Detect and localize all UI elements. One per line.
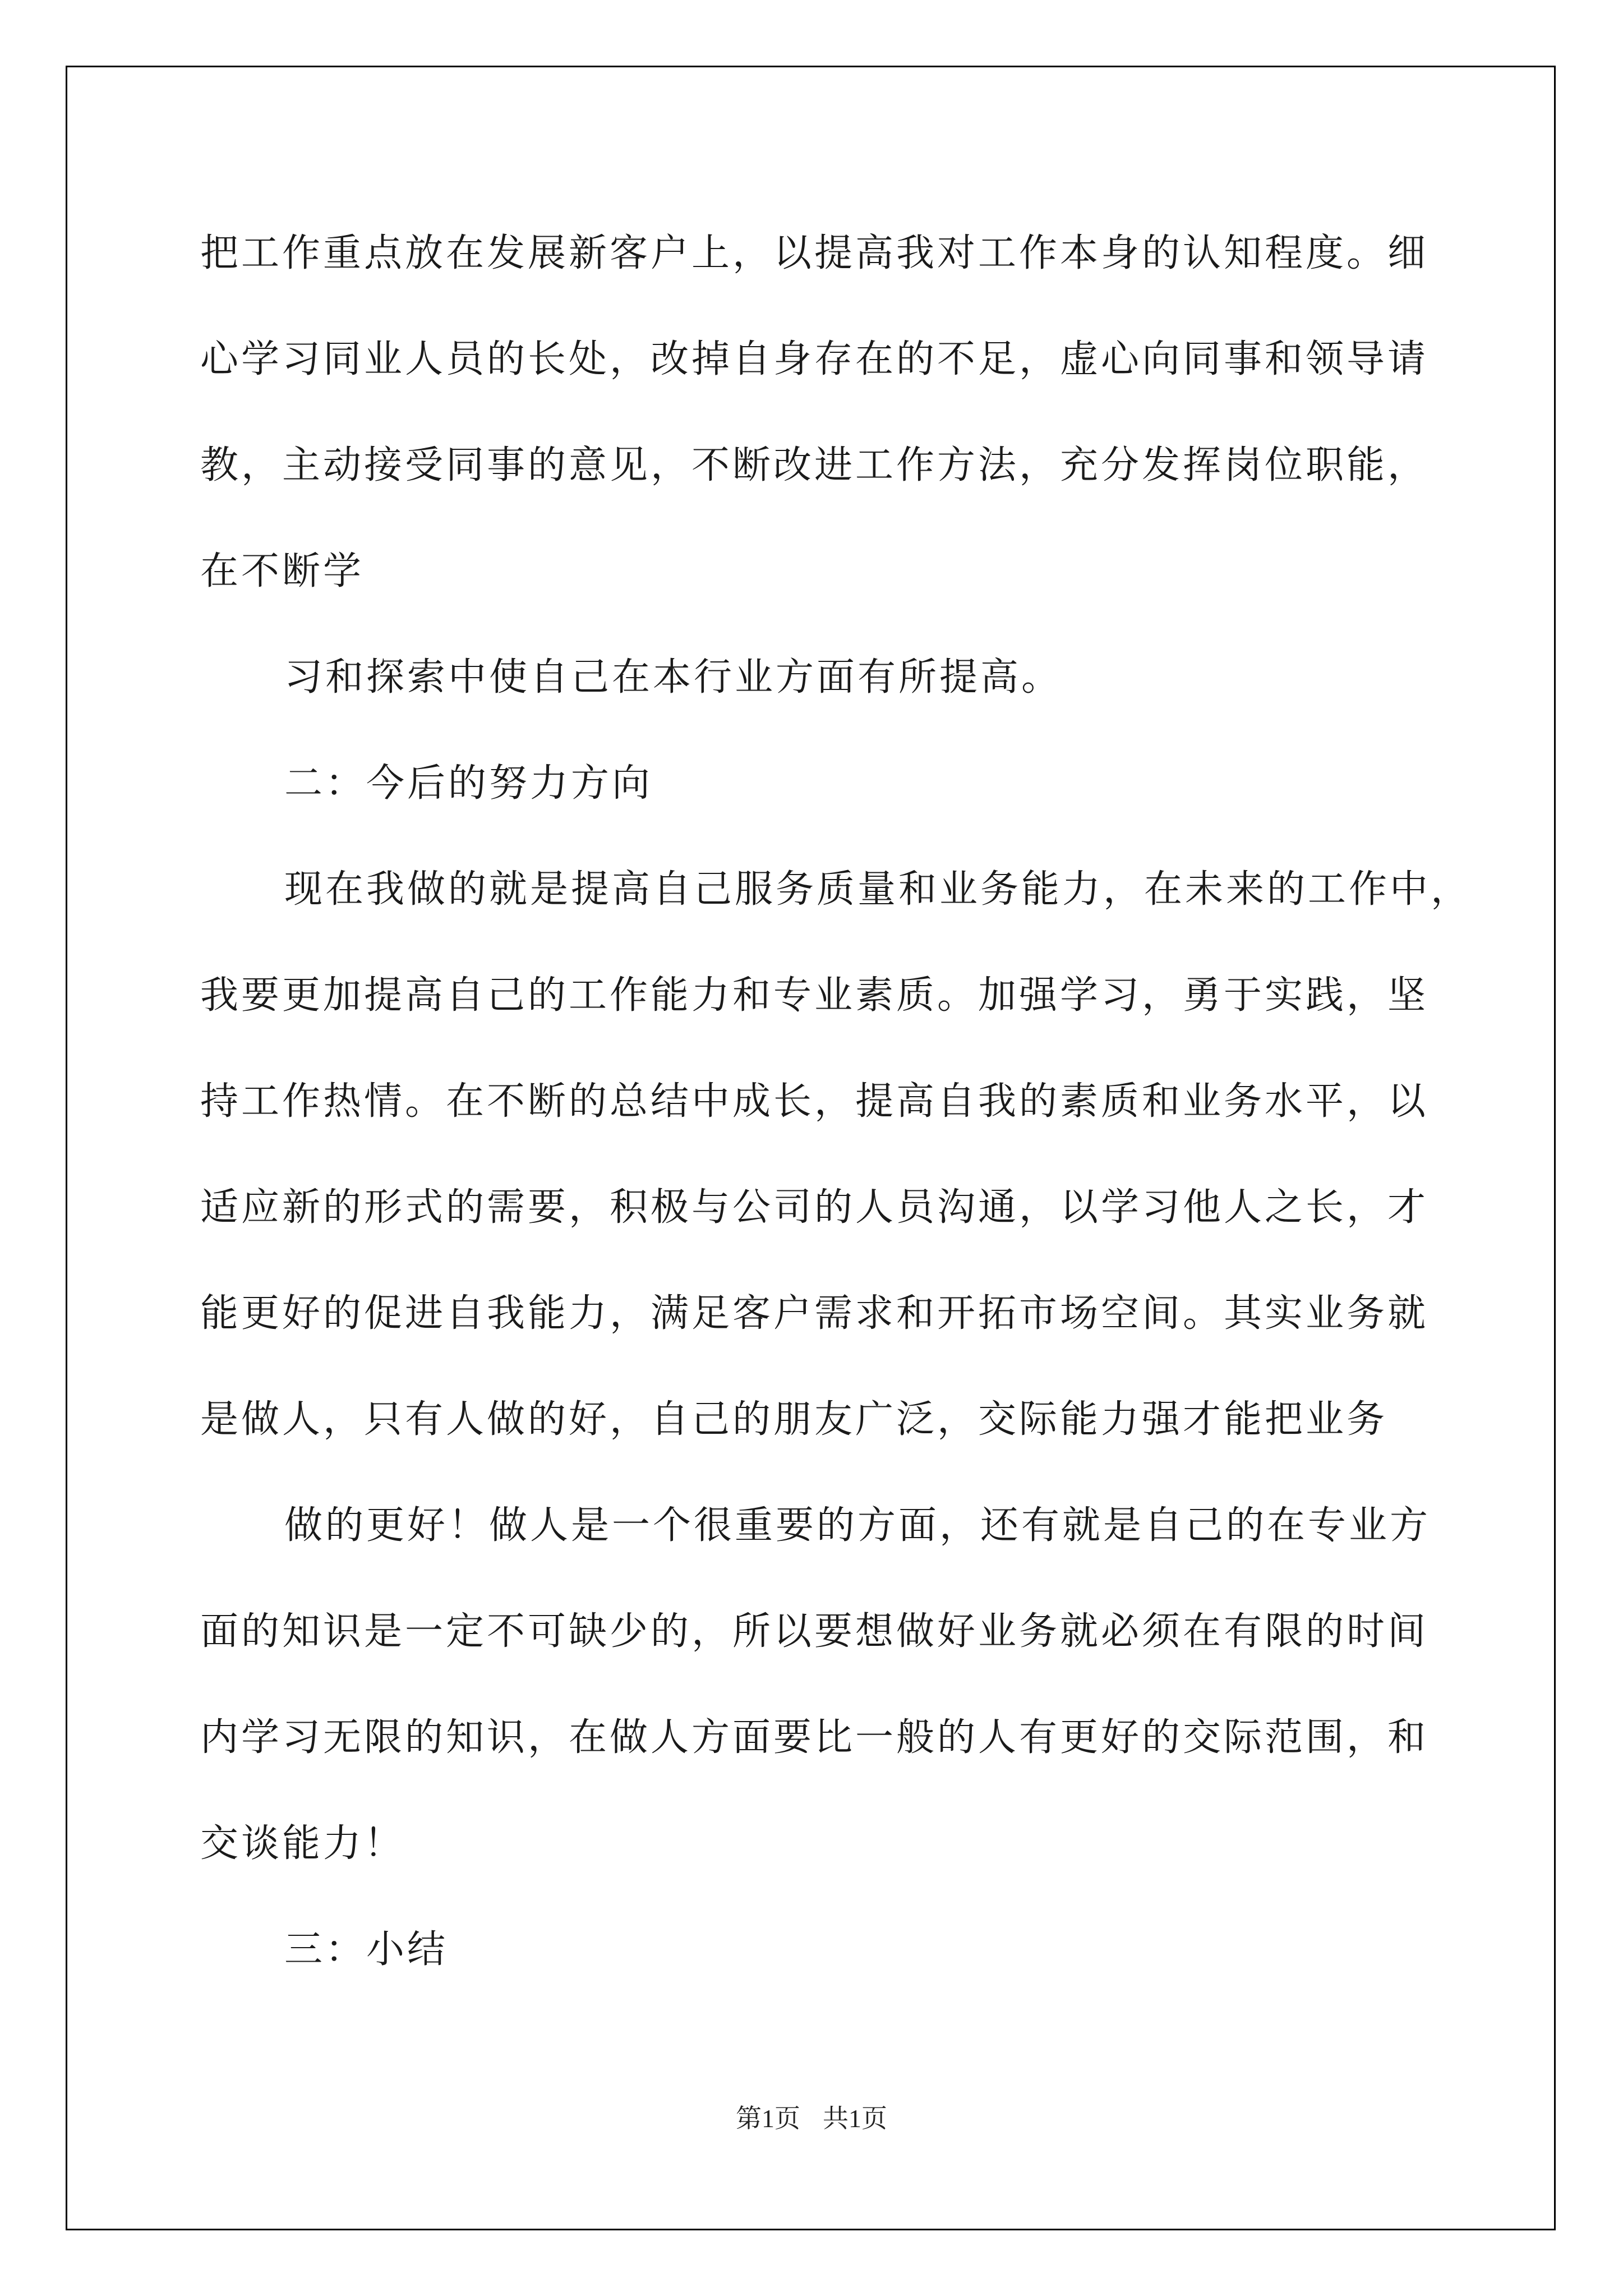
section-heading: 二：今后的努力方向 xyxy=(284,761,653,806)
text-line: 在不断学 xyxy=(200,549,365,593)
text-line: 习和探索中使自己在本行业方面有所提高。 xyxy=(284,655,1063,700)
text-line: 我要更加提高自己的工作能力和专业素质。加强学习，勇于实践，坚 xyxy=(200,973,1429,1018)
page-footer xyxy=(0,2098,1623,2135)
text-line: 面的知识是一定不可缺少的，所以要想做好业务就必须在有限的时间 xyxy=(200,1609,1429,1654)
page-number: 第1页 xyxy=(736,2104,800,2133)
text-line: 把工作重点放在发展新客户上，以提高我对工作本身的认知程度。细 xyxy=(200,231,1429,275)
text-line: 能更好的促进自我能力，满足客户需求和开拓市场空间。其实业务就 xyxy=(200,1291,1429,1336)
text-line: 适应新的形式的需要，积极与公司的人员沟通，以学习他人之长，才 xyxy=(200,1185,1429,1230)
text-line: 是做人，只有人做的好，自己的朋友广泛，交际能力强才能把业务 xyxy=(200,1397,1388,1442)
text-line: 内学习无限的知识，在做人方面要比一般的人有更好的交际范围，和 xyxy=(200,1715,1429,1760)
text-line: 做的更好！做人是一个很重要的方面，还有就是自己的在专业方 xyxy=(284,1503,1431,1548)
text-line: 交谈能力！ xyxy=(200,1821,405,1866)
text-line: 心学习同业人员的长处，改掉自身存在的不足，虚心向同事和领导请 xyxy=(200,337,1429,381)
text-line: 持工作热情。在不断的总结中成长，提高自我的素质和业务水平，以 xyxy=(200,1079,1429,1124)
text-line: 教，主动接受同事的意见，不断改进工作方法，充分发挥岗位职能， xyxy=(200,443,1429,487)
text-line: 现在我做的就是提高自己服务质量和业务能力，在未来的工作中， xyxy=(284,867,1472,912)
page-total: 共1页 xyxy=(823,2104,887,2133)
document-body xyxy=(200,216,1472,2003)
section-heading: 三：小结 xyxy=(284,1927,449,1972)
